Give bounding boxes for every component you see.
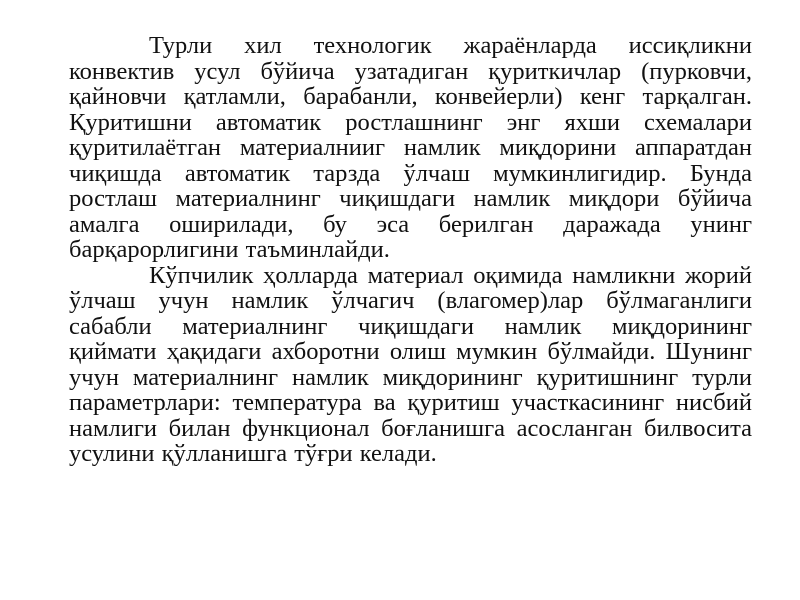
text-block <box>69 33 752 467</box>
paragraph-2: Кўпчилик ҳолларда материал оқимида намликни жорий ўлчаш учун намлик ўлчагич (влагомер)лар бўлмаганлиги сабабли материалнинг чиқишдаги намлик миқдорининг қиймати ҳақидаги ахборотни олиш мумкин бўлмайди. Шунинг учун материалнинг намлик миқдорининг қуритишнинг турли параметрлари: температура ва қуритиш участкасининг нисбий намлиги билан функционал боғланишга асосланган билвосита усулини қўлланишга тўғри келади. <box>69 261 752 467</box>
paragraph-1: Турли хил технологик жараёнларда иссиқликни конвектив усул бўйича узатадиган қуриткичлар (пурковчи, қайновчи қатламли, барабанли, конвейерли) кенг тарқалган. Қуритишни автоматик ростлашнинг энг яхши схемалари қуритилаётган материалнииг намлик миқдорини аппаратдан чиқишда автоматик тарзда ўлчаш мумкинлигидир. Бунда ростлаш материалнинг чиқишдаги намлик миқдори бўйича амалга оширилади, бу эса берилган даражада унинг барқарорлигини таъминлайди. <box>69 32 752 263</box>
